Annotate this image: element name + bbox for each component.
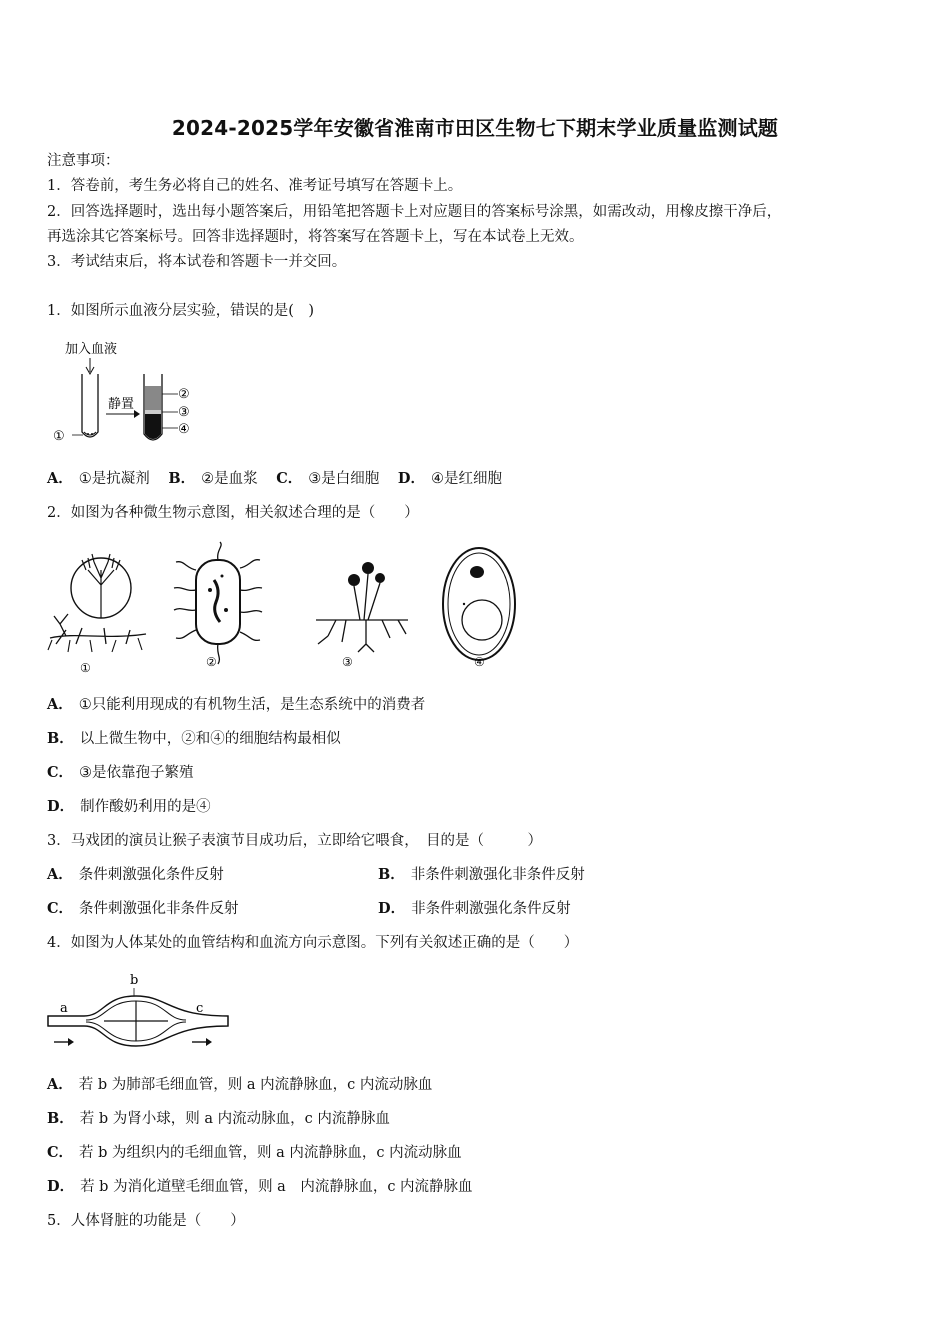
page-title: 2024-2025学年安徽省淮南市田区生物七下期末学业质量监测试题 bbox=[171, 116, 779, 140]
question-3-stem: 3．马戏团的演员让猴子表演节目成功后，立即给它喂食， 目的是（ ） bbox=[47, 833, 542, 849]
fig-label-4: ④ bbox=[178, 422, 190, 437]
anticoagulant-drops bbox=[84, 432, 96, 435]
question-1-stem: 1．如图所示血液分层实验，错误的是( ) bbox=[47, 303, 315, 319]
notice-item: 1．答卷前，考生务必将自己的姓名、准考证号填写在答题卡上。 bbox=[47, 178, 463, 194]
test-tube-left bbox=[82, 374, 98, 437]
microbe-3-mucor bbox=[316, 562, 408, 652]
option-d[interactable]: D． 非条件刺激强化条件反射 bbox=[378, 900, 571, 917]
option-c[interactable]: C． 若 b 为组织内的毛细血管，则 a 内流静脉血，c 内流动脉血 bbox=[47, 1144, 462, 1161]
buffy-layer bbox=[145, 410, 161, 414]
option-b[interactable]: B． 若 b 为肾小球，则 a 内流动脉血，c 内流静脉血 bbox=[47, 1110, 390, 1127]
option-b[interactable]: B． ②是血浆 bbox=[168, 470, 258, 487]
fig-label-1: ① bbox=[53, 429, 65, 444]
option-a[interactable]: A． 条件刺激强化条件反射 bbox=[47, 866, 224, 883]
option-d[interactable]: D． ④是红细胞 bbox=[397, 470, 502, 487]
option-b[interactable]: B． 非条件刺激强化非条件反射 bbox=[378, 866, 585, 883]
option-d[interactable]: D． 制作酸奶利用的是④ bbox=[47, 798, 211, 815]
fig-label-2: ② bbox=[206, 655, 217, 669]
question-2-stem: 2．如图为各种微生物示意图，相关叙述合理的是（ ） bbox=[47, 505, 419, 521]
fig-label-2: ② bbox=[178, 387, 190, 402]
rbc-layer bbox=[145, 414, 161, 439]
fig-label-1: ① bbox=[80, 661, 91, 675]
option-b[interactable]: B． 以上微生物中，②和④的细胞结构最相似 bbox=[47, 730, 341, 747]
question-1-options bbox=[47, 469, 502, 489]
notice-item: 2．回答选择题时，选出每小题答案后，用铅笔把答题卡上对应题目的答案标号涂黑，如需改动，用橡皮擦干净后， bbox=[47, 204, 782, 220]
notice-item: 再选涂其它答案标号。回答非选择题时，将答案写在答题卡上，写在本试卷上无效。 bbox=[47, 229, 584, 245]
question-4-stem: 4．如图为人体某处的血管结构和血流方向示意图。下列有关叙述正确的是（ ） bbox=[47, 935, 579, 951]
blood-layering-figure bbox=[50, 336, 210, 448]
microorganisms-figure bbox=[46, 540, 526, 675]
option-d[interactable]: D． 若 b 为消化道壁毛细血管，则 a 内流静脉血，c 内流静脉血 bbox=[47, 1178, 473, 1195]
question-5-stem: 5．人体肾脏的功能是（ ） bbox=[47, 1213, 245, 1229]
rest-arrow-head bbox=[134, 410, 140, 418]
fig-label-4: ④ bbox=[474, 655, 485, 669]
microbe-2-bacterium bbox=[174, 542, 262, 664]
fig-label-3: ③ bbox=[178, 405, 190, 420]
fig-label-a: a bbox=[60, 1001, 68, 1016]
fig-label-add-blood: 加入血液 bbox=[65, 342, 118, 357]
fig-label-rest: 静置 bbox=[108, 397, 135, 412]
option-c[interactable]: C． ③是依靠孢子繁殖 bbox=[47, 764, 194, 781]
notice-heading: 注意事项： bbox=[47, 153, 120, 169]
fig-label-b: b bbox=[130, 973, 139, 988]
microbe-1-penicillium bbox=[48, 554, 146, 652]
option-a[interactable]: A． 若 b 为肺部毛细血管，则 a 内流静脉血，c 内流动脉血 bbox=[47, 1076, 433, 1093]
option-a[interactable]: A． ①是抗凝剂 bbox=[47, 470, 150, 487]
option-a[interactable]: A． ①只能利用现成的有机物生活，是生态系统中的消费者 bbox=[47, 696, 426, 713]
option-c[interactable]: C． ③是白细胞 bbox=[276, 470, 380, 487]
fig-label-c: c bbox=[196, 1001, 204, 1016]
notice-item: 3．考试结束后，将本试卷和答题卡一并交回。 bbox=[47, 254, 347, 270]
plasma-layer bbox=[145, 386, 161, 410]
option-c[interactable]: C． 条件刺激强化非条件反射 bbox=[47, 900, 239, 917]
microbe-4-yeast bbox=[443, 548, 515, 660]
blood-vessel-figure bbox=[44, 968, 236, 1052]
fig-label-3: ③ bbox=[342, 655, 353, 669]
